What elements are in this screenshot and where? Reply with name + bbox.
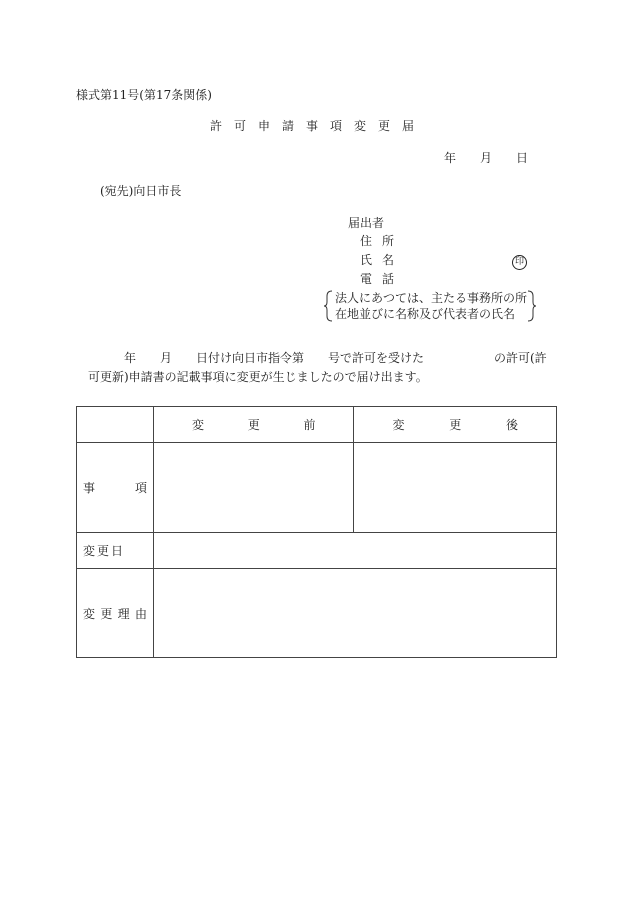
name-label-char: 氏 xyxy=(360,253,373,267)
body-text-line2: 可更新)申請書の記載事項に変更が生じましたので届け出ます。 xyxy=(88,370,428,384)
address-label xyxy=(360,233,394,249)
reason-label-char: 更 xyxy=(100,606,113,621)
change-date-label-cell xyxy=(77,533,154,569)
phone-label xyxy=(360,271,394,287)
item-label-char: 事 xyxy=(83,481,96,495)
before-header-char: 更 xyxy=(247,418,260,432)
applicant-heading: 届出者 xyxy=(348,216,385,230)
address-label-char: 住 xyxy=(360,234,373,248)
title-char: 許 xyxy=(210,119,223,133)
change-date-label-char: 更 xyxy=(96,544,109,558)
before-change-header xyxy=(153,407,354,443)
title-char: 更 xyxy=(378,119,391,133)
seal-icon: 印 xyxy=(512,255,527,270)
item-label-char: 項 xyxy=(134,481,147,495)
seal-mark xyxy=(512,252,527,270)
reason-label-char: 変 xyxy=(83,606,96,621)
item-before-field[interactable] xyxy=(153,443,354,533)
title-char: 変 xyxy=(354,119,367,133)
title-char: 項 xyxy=(330,119,343,133)
reason-label-char: 由 xyxy=(134,606,147,621)
table-row-change-date xyxy=(77,533,557,569)
before-header-char: 前 xyxy=(303,418,316,432)
corporate-note-line1: 法人にあつては、主たる事務所の所 xyxy=(335,291,528,305)
change-date-label-char: 変 xyxy=(83,544,96,558)
title-char: 可 xyxy=(234,119,247,133)
name-label-char: 名 xyxy=(382,253,395,267)
address-label-char: 所 xyxy=(382,234,395,248)
change-reason-field[interactable] xyxy=(153,569,556,658)
corporate-note xyxy=(324,290,536,322)
change-date-field[interactable] xyxy=(153,533,556,569)
date-day: 日 xyxy=(516,151,529,165)
title-char: 申 xyxy=(258,119,271,133)
body-text-part3: の許可(許 xyxy=(494,351,547,365)
table-row-item xyxy=(77,443,557,533)
title-char: 事 xyxy=(306,119,319,133)
title-char: 請 xyxy=(282,119,295,133)
change-table xyxy=(76,406,557,658)
body-year: 年 xyxy=(124,351,137,365)
phone-label-char: 話 xyxy=(382,272,395,286)
body-text-part1: 日付け向日市指令第 xyxy=(196,351,305,365)
item-after-field[interactable] xyxy=(354,443,557,533)
date-month: 月 xyxy=(480,151,493,165)
document-title xyxy=(210,118,414,134)
after-change-header xyxy=(354,407,557,443)
change-date-label-char: 日 xyxy=(110,544,123,558)
corporate-note-line2: 在地並びに名称及び代表者の氏名 xyxy=(335,307,516,321)
body-month: 月 xyxy=(160,351,173,365)
body-text-part2: 号で許可を受けた xyxy=(328,351,425,365)
table-row-reason xyxy=(77,569,557,658)
title-char: 届 xyxy=(402,119,415,133)
table-corner-cell xyxy=(77,407,154,443)
name-label xyxy=(360,252,394,268)
table-header-row xyxy=(77,407,557,443)
reason-label-cell xyxy=(77,569,154,658)
date-year: 年 xyxy=(444,151,457,165)
reason-label-char: 理 xyxy=(117,606,130,621)
after-header-char: 後 xyxy=(505,418,518,432)
after-header-char: 更 xyxy=(449,418,462,432)
after-header-char: 変 xyxy=(392,418,405,432)
form-number: 様式第11号(第17条関係) xyxy=(76,88,212,102)
item-label-cell xyxy=(77,443,154,533)
phone-label-char: 電 xyxy=(360,272,373,286)
before-header-char: 変 xyxy=(191,418,204,432)
addressee: (宛先)向日市長 xyxy=(100,184,182,198)
